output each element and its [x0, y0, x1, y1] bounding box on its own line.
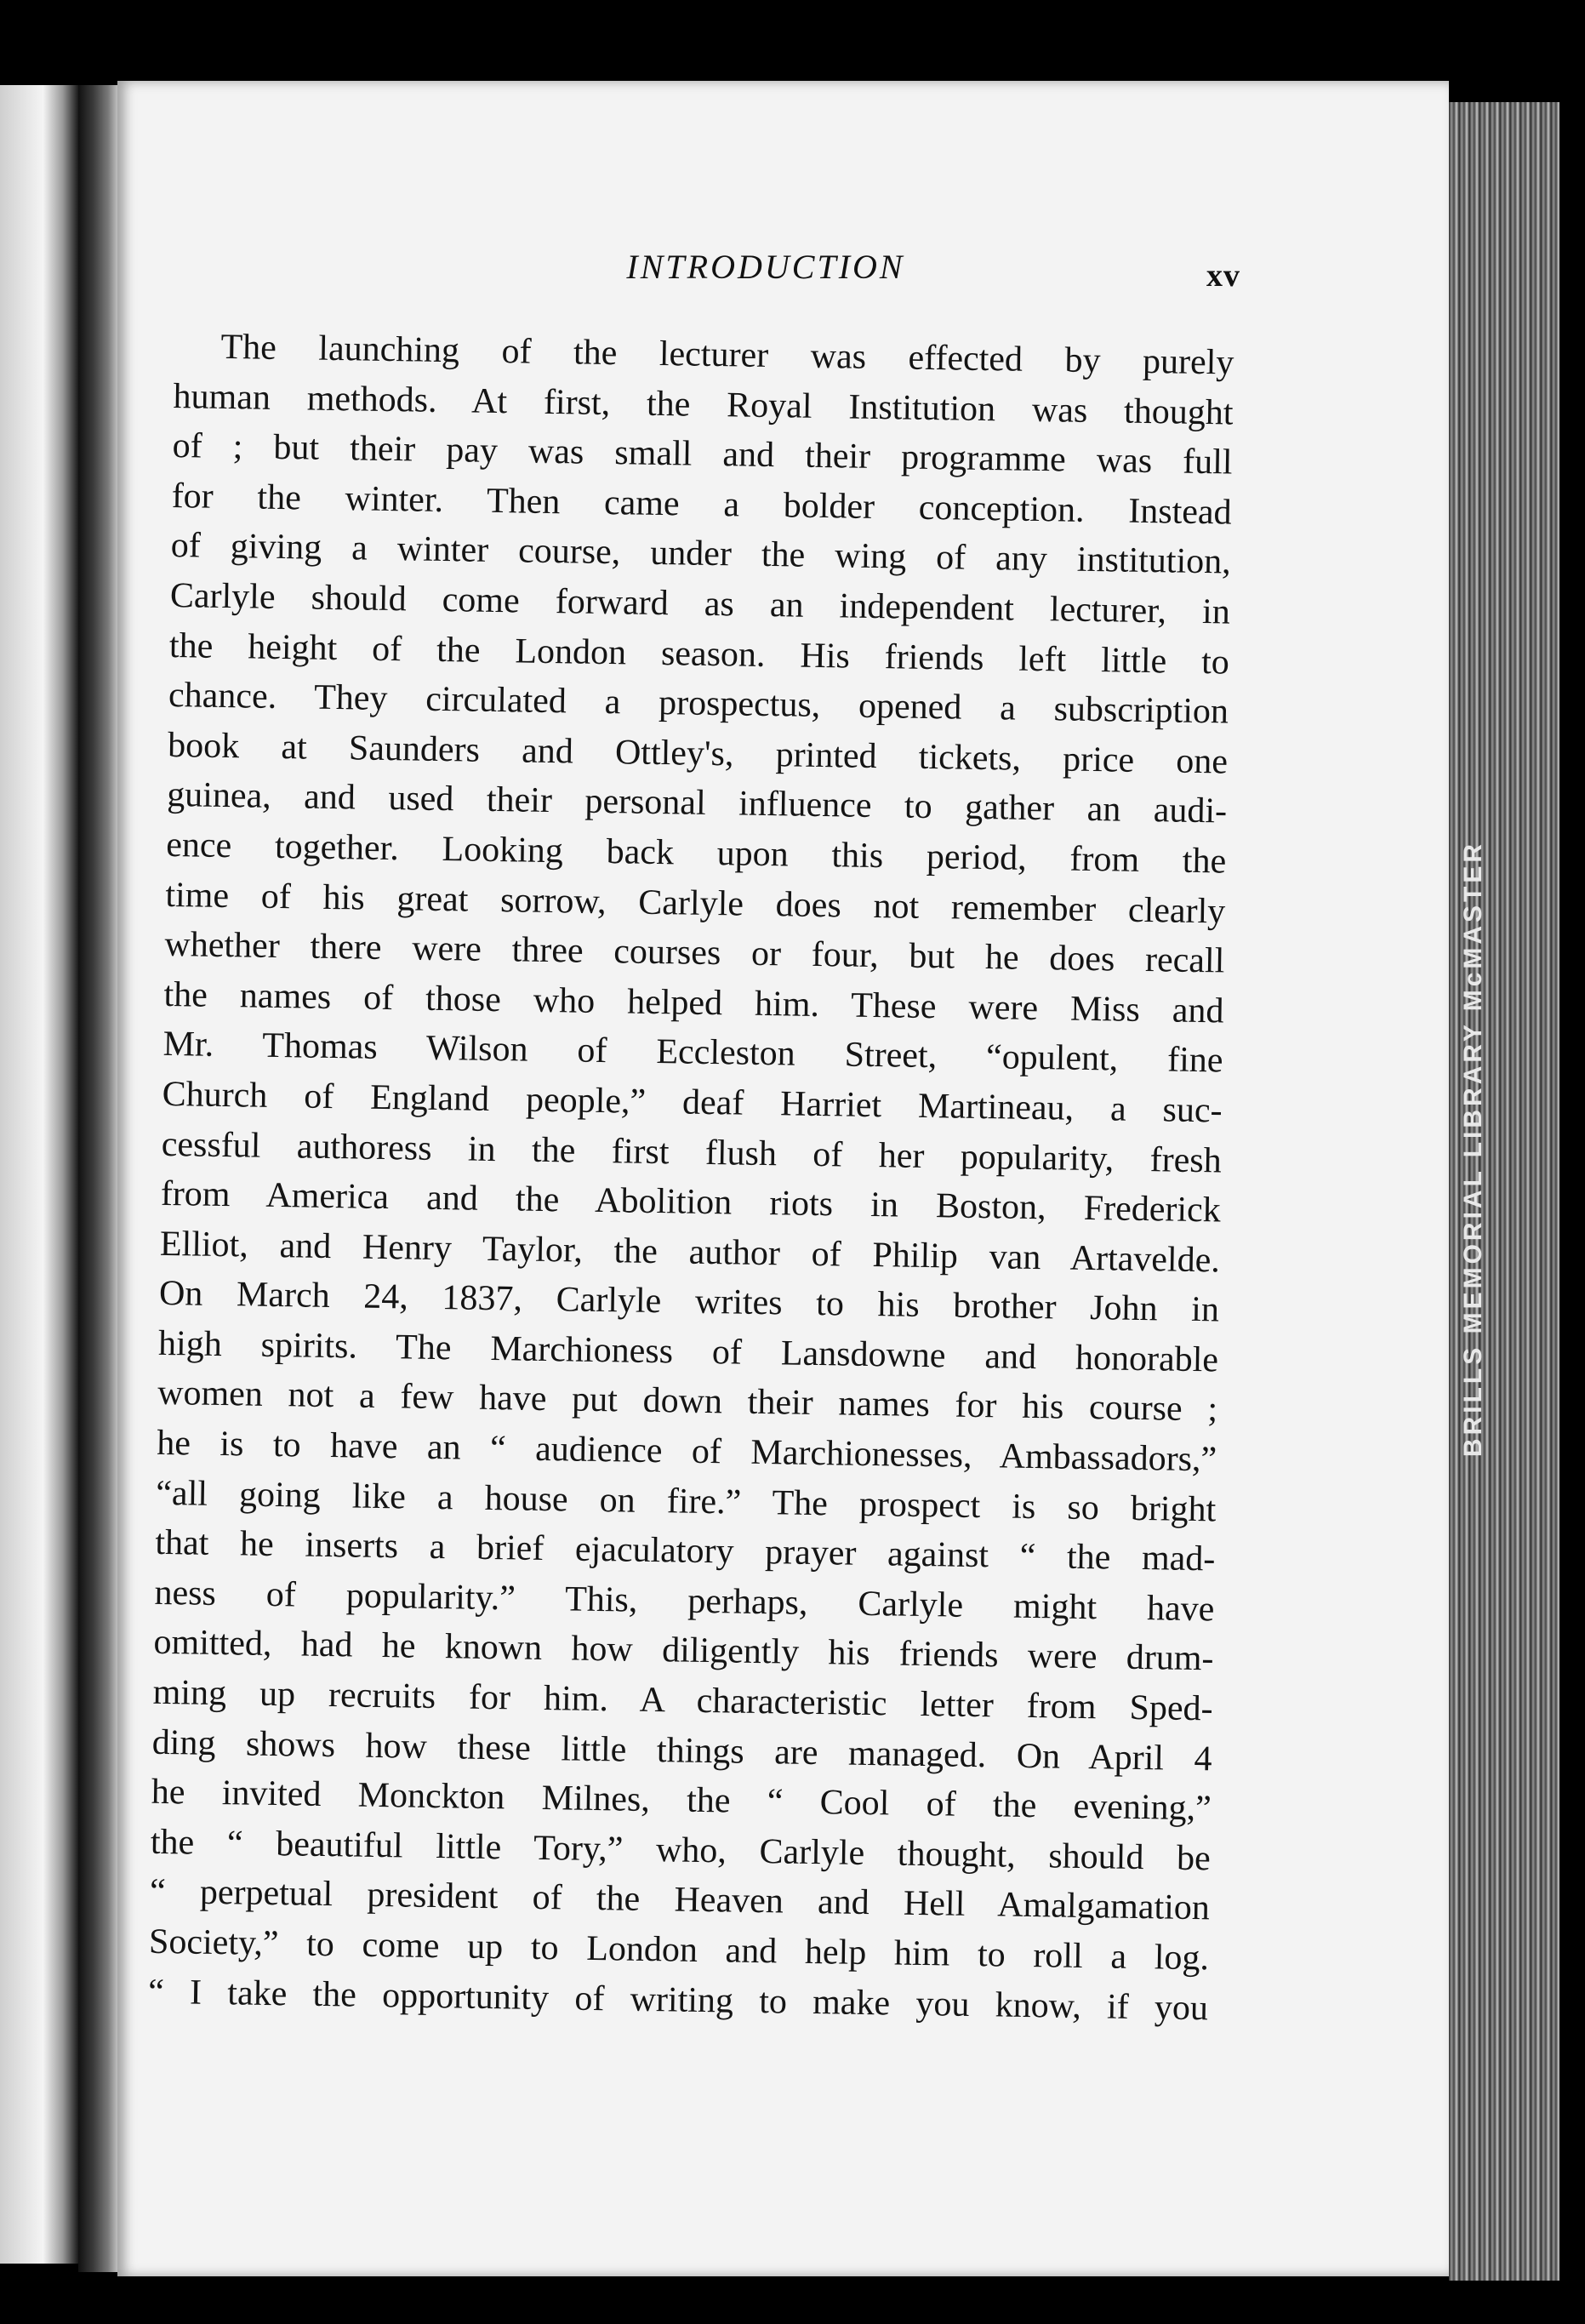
text-line: “all going like a house on fire.” The prospect is so bright	[156, 1473, 1217, 1530]
text-line: Society,” to come up to London and help him to roll a log.	[148, 1921, 1210, 1979]
text-line: the “ beautiful little Tory,” who, Carlyle thought, should be	[150, 1822, 1212, 1879]
text-line: of ; but their pay was small and their programme was full	[172, 426, 1233, 483]
spine-text: BRILLS MEMORIAL LIBRARY McMASTER	[1459, 840, 1487, 1458]
text-line: high spirits. The Marchioness of Lansdowne and honorable	[157, 1323, 1219, 1380]
text-line: “ I take the opportunity of writing to make you know, if you	[147, 1972, 1209, 2028]
text-line: that he inserts a brief ejaculatory prayer against “ the mad-	[155, 1523, 1216, 1579]
text-line: ence together. Looking back upon this period, from the	[165, 825, 1227, 882]
running-title: INTRODUCTION	[626, 248, 905, 286]
text-line: omitted, had he known how diligently his friends were drum-	[153, 1623, 1214, 1679]
text-line: book at Saunders and Ottley's, printed tickets, price one	[167, 725, 1229, 782]
body-text	[148, 322, 1234, 2034]
running-head	[255, 247, 1276, 298]
page-number: xv	[1206, 258, 1240, 294]
text-line: for the winter. Then came a bolder conception. Instead	[171, 476, 1232, 533]
text-line: the height of the London season. His friends left little to	[168, 625, 1230, 682]
facing-page-edge	[0, 85, 78, 2264]
text-line: On March 24, 1837, Carlyle writes to his brother John in	[158, 1274, 1220, 1330]
text-line: “ perpetual president of the Heaven and Hell Amalgamation	[149, 1872, 1211, 1928]
text-line: he invited Monckton Milnes, the “ Cool of the evening,”	[151, 1773, 1212, 1829]
text-line: Carlyle should come forward as an independent lecturer, in	[169, 575, 1231, 632]
spine-label	[1457, 766, 1491, 1532]
text-line: whether there were three courses or four, but he does recall	[164, 925, 1225, 981]
text-line: ming up recruits for him. A characteristic letter from Sped-	[152, 1672, 1213, 1729]
text-line: chance. They circulated a prospectus, opened a subscription	[168, 676, 1229, 732]
text-line: Mr. Thomas Wilson of Eccleston Street, “opulent, fine	[162, 1025, 1223, 1081]
book-gutter	[78, 85, 121, 2272]
text-line: the names of those who helped him. These were Miss and	[163, 974, 1224, 1031]
text-line: The launching of the lecturer was effected by purely	[220, 327, 1234, 383]
text-line: ding shows how these little things are managed. On April 4	[151, 1722, 1212, 1779]
text-line: cessful authoress in the first flush of her popularity, fresh	[161, 1124, 1223, 1180]
text-line: of giving a winter course, under the wing of any institution,	[170, 526, 1232, 582]
text-line: women not a few have put down their names for his course ;	[157, 1373, 1218, 1430]
text-line: Church of England people,” deaf Harriet Martineau, a suc-	[162, 1074, 1223, 1131]
text-line: guinea, and used their personal influence to gather an audi-	[166, 775, 1228, 831]
text-line: time of his great sorrow, Carlyle does not remember clearly	[165, 875, 1226, 932]
text-line: human methods. At first, the Royal Institution was thought	[173, 376, 1234, 433]
text-line: Elliot, and Henry Taylor, the author of Philip van Artavelde.	[159, 1224, 1221, 1281]
text-line: he is to have an “ audience of Marchionesses, Ambassadors,”	[156, 1423, 1217, 1480]
text-line: ness of popularity.” This, perhaps, Carlyle might have	[154, 1573, 1215, 1630]
text-line: from America and the Abolition riots in Boston, Frederick	[160, 1173, 1222, 1231]
